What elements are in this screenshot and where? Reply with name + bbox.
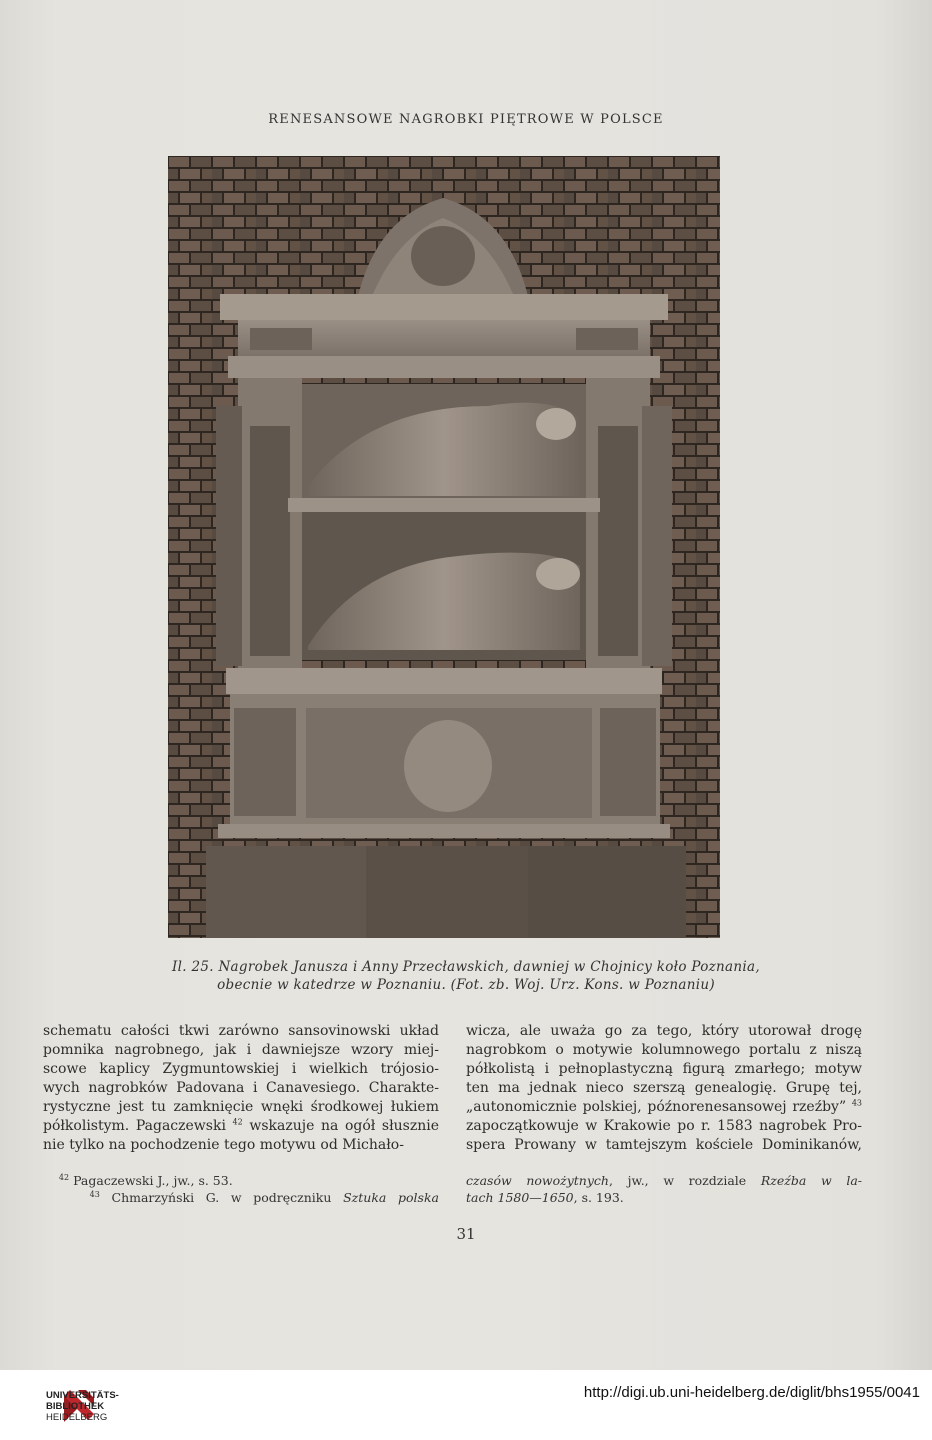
caption-line-2: obecnie w katedrze w Poznaniu. (Fot. zb. Woj. Urz. Kons. w Poznaniu) [217,977,715,993]
footnote-43-mark: 43 [89,1189,100,1199]
page-number: 31 [456,1225,476,1243]
caption-line-1: Il. 25. Nagrobek Janusza i Anny Przecławskich, dawniej w Chojnicy koło Poznania, [172,959,760,975]
figure-caption [100,958,832,994]
right-line-3: półkolistą i pełnoplastyczną figurą zmarłego; motyw [466,1061,862,1077]
left-line-6 [43,1117,439,1136]
right-line-1: wicza, ale uważa go za tego, który utorował drogę [466,1023,862,1039]
photo-plate-tomb [168,156,720,938]
logo-line-1: UNIVERSITÄTS- [46,1390,119,1401]
footnote-43-cont-d: tach 1580—1650 [466,1190,574,1205]
left-line-4: wych nagrobków Padovana i Canavesiego. Charakte- [43,1080,439,1096]
footnote-42 [43,1172,439,1189]
footnote-43-text-a: Chmarzyński G. w podręczniku [111,1190,332,1205]
footnote-42-text: Pagaczewski J., jw., s. 53. [73,1173,233,1188]
text-column-right [466,1022,862,1155]
footnote-43-cont-2 [466,1189,862,1206]
footnote-ref-43: 43 [851,1098,863,1108]
footnote-43 [43,1189,439,1206]
library-logo-text [46,1390,119,1423]
right-line-2: nagrobkom o motywie kolumnowego portalu z niszą [466,1042,862,1058]
left-line-1: schematu całości tkwi zarówno sansovinowski układ [43,1023,439,1039]
library-footer [0,1370,932,1440]
logo-line-2: BIBLIOTHEK [46,1401,105,1412]
footnote-ref-42: 42 [232,1117,243,1127]
footnote-42-mark: 42 [58,1172,70,1182]
left-line-3: scowe kaplicy Zygmuntowskiej i wielkich trójosio- [43,1061,439,1077]
left-line-6b: wskazuje na ogół słusznie [249,1118,439,1134]
right-line-4: ten ma jednak nieco szerszą genealogię. Grupę tej, [466,1080,862,1096]
left-line-5: rystyczne jest tu zamknięcie wnęki środkowej łukiem [43,1099,439,1115]
left-line-2: pomnika nagrobnego, jak i dawniejsze wzory miej- [43,1042,439,1058]
tomb-photograph [168,156,720,938]
left-line-7: nie tylko na pochodzenie tego motywu od Michało- [43,1137,404,1153]
right-line-7: spera Prowany w tamtejszym kościele Dominikanów, [466,1137,862,1153]
running-head: RENESANSOWE NAGROBKI PIĘTROWE W POLSCE [268,112,664,127]
right-line-5a: „autonomicznie polskiej, późnorenesansowej rzeźby” [466,1099,847,1115]
logo-line-3: HEIDELBERG [46,1412,108,1423]
footnotes-right [466,1172,862,1206]
permalink-url[interactable]: http://digi.ub.uni-heidelberg.de/diglit/bhs1955/0041 [583,1384,920,1401]
footnote-43-cont-e: , s. 193. [573,1190,624,1205]
right-line-5 [466,1098,862,1117]
footnote-43-cont-1 [466,1172,862,1189]
footnotes-left [43,1172,439,1206]
right-line-6: zapoczątkowuje w Krakowie po r. 1583 nagrobek Pro- [466,1118,862,1134]
footnote-43-text-b: Sztuka polska [343,1190,439,1205]
footnote-43-cont-c: Rzeźba w la- [760,1173,863,1188]
text-column-left [43,1022,439,1155]
footnote-43-cont-b: , jw., w rozdziale [608,1173,747,1188]
footnote-43-cont-a: czasów nowożytnych [466,1173,609,1188]
left-line-6a: półkolistym. Pagaczewski [43,1118,226,1134]
